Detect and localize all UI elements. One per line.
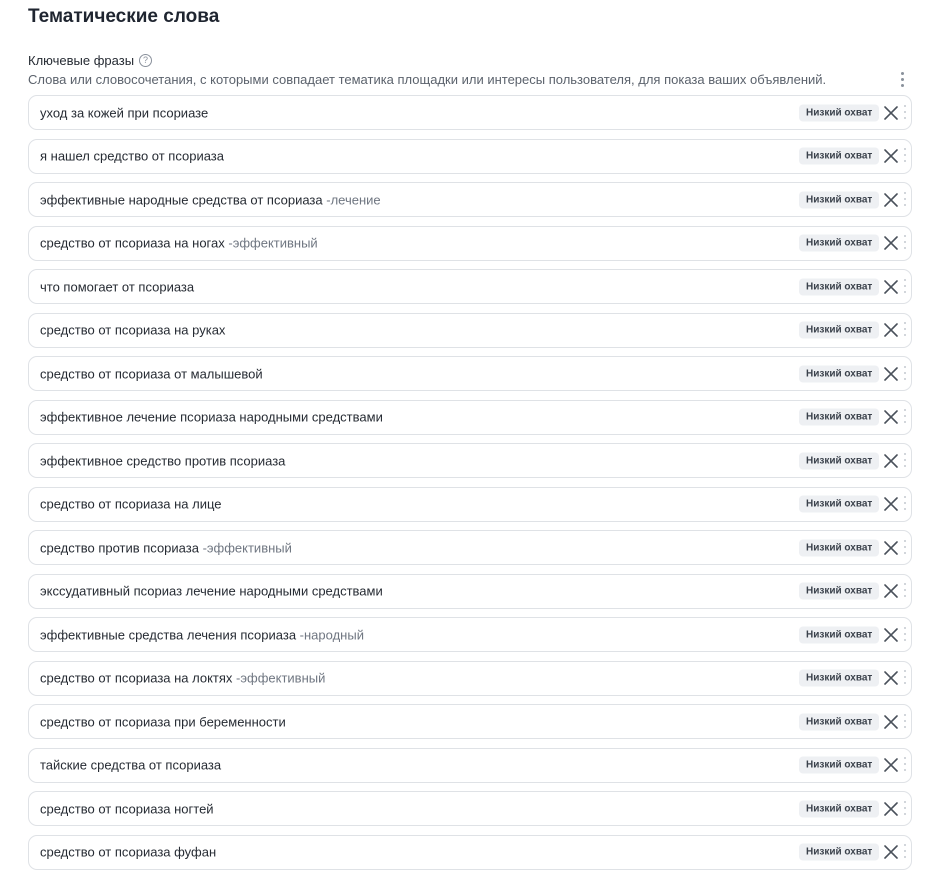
- reach-badge: Низкий охват: [799, 670, 879, 687]
- keyword-row[interactable]: [28, 574, 912, 609]
- keyword-text: что помогает от псориаза: [40, 279, 195, 294]
- keyword-phrase[interactable]: [40, 149, 224, 164]
- field-description: Слова или словосочетания, с которыми совпадает тематика площадки или интересы пользователя, для показа ваших объявлений.: [28, 72, 827, 87]
- drag-handle-icon[interactable]: [902, 844, 907, 860]
- drag-handle-icon[interactable]: [902, 409, 907, 425]
- drag-handle-icon[interactable]: [902, 322, 907, 338]
- drag-handle-icon[interactable]: [902, 670, 907, 686]
- keyword-row[interactable]: [28, 95, 912, 130]
- negative-keyword: -эффективный: [228, 235, 318, 251]
- keyword-row[interactable]: [28, 182, 912, 217]
- help-icon[interactable]: ?: [139, 54, 152, 67]
- keyword-text: средство от псориаза на локтях: [40, 670, 237, 686]
- keyword-phrase[interactable]: [40, 584, 383, 599]
- drag-handle-icon[interactable]: [902, 540, 907, 556]
- keyword-phrase[interactable]: [40, 845, 216, 860]
- reach-badge: Низкий охват: [799, 626, 879, 643]
- keyword-text: тайские средства от псориаза: [40, 757, 222, 773]
- keyword-text: эффективные средства лечения псориаза: [40, 627, 300, 642]
- drag-handle-icon[interactable]: [902, 235, 907, 251]
- close-icon[interactable]: [884, 236, 898, 250]
- keyword-text: эффективное лечение псориаза народными средствами: [40, 409, 383, 425]
- close-icon[interactable]: [884, 715, 898, 729]
- negative-keyword: -эффективный: [236, 670, 326, 686]
- close-icon[interactable]: [884, 106, 898, 120]
- reach-badge: Низкий охват: [799, 844, 879, 861]
- keyword-text: средство против псориаза: [40, 540, 203, 555]
- reach-badge: Низкий охват: [799, 452, 879, 469]
- keyword-phrase[interactable]: [40, 105, 208, 120]
- keyword-row[interactable]: [28, 617, 912, 652]
- keyword-phrase[interactable]: [40, 453, 285, 468]
- close-icon[interactable]: [884, 584, 898, 598]
- keyword-phrase[interactable]: [40, 410, 383, 425]
- keyword-row[interactable]: [28, 356, 912, 391]
- negative-keyword: -народный: [299, 627, 364, 642]
- keyword-phrase[interactable]: [40, 758, 221, 773]
- keyword-text: уход за кожей при псориазе: [40, 105, 209, 120]
- keyword-text: я нашел средство от псориаза: [40, 148, 224, 164]
- close-icon[interactable]: [884, 193, 898, 207]
- keyword-text: средство от псориаза при беременности: [40, 714, 286, 729]
- close-icon[interactable]: [884, 802, 898, 816]
- keyword-row[interactable]: [28, 704, 912, 739]
- drag-handle-icon[interactable]: [902, 496, 907, 512]
- keyword-row[interactable]: [28, 400, 912, 435]
- close-icon[interactable]: [884, 280, 898, 294]
- reach-badge: Низкий охват: [799, 148, 879, 165]
- keyword-row[interactable]: [28, 835, 912, 870]
- keyword-text: средство от псориаза на ногах: [40, 235, 229, 251]
- drag-handle-icon[interactable]: [902, 757, 907, 773]
- close-icon[interactable]: [884, 497, 898, 511]
- keyword-phrase[interactable]: [40, 236, 318, 251]
- keyword-phrase[interactable]: [40, 801, 214, 816]
- keyword-phrase[interactable]: [40, 366, 263, 381]
- keyword-row[interactable]: [28, 661, 912, 696]
- reach-badge: Низкий охват: [799, 365, 879, 382]
- reach-badge: Низкий охват: [799, 322, 879, 339]
- drag-handle-icon[interactable]: [902, 366, 907, 382]
- close-icon[interactable]: [884, 845, 898, 859]
- drag-handle-icon[interactable]: [902, 105, 907, 121]
- keyword-text: экссудативный псориаз лечение народными средствами: [40, 583, 383, 599]
- keyword-list: [28, 95, 912, 878]
- reach-badge: Низкий охват: [799, 583, 879, 600]
- drag-handle-icon[interactable]: [902, 583, 907, 599]
- close-icon[interactable]: [884, 323, 898, 337]
- negative-keyword: -эффективный: [202, 540, 292, 555]
- keyword-row[interactable]: [28, 226, 912, 261]
- close-icon[interactable]: [884, 541, 898, 555]
- keyword-phrase[interactable]: [40, 497, 222, 512]
- close-icon[interactable]: [884, 671, 898, 685]
- reach-badge: Низкий охват: [799, 800, 879, 817]
- reach-badge: Низкий охват: [799, 191, 879, 208]
- drag-handle-icon[interactable]: [902, 453, 907, 469]
- keyword-text: средство от псориаза фуфан: [40, 844, 217, 860]
- reach-badge: Низкий охват: [799, 713, 879, 730]
- close-icon[interactable]: [884, 149, 898, 163]
- keyword-row[interactable]: [28, 791, 912, 826]
- drag-handle-icon[interactable]: [902, 192, 907, 208]
- keyword-phrase[interactable]: [40, 714, 286, 729]
- close-icon[interactable]: [884, 410, 898, 424]
- drag-handle-icon[interactable]: [902, 627, 907, 643]
- reach-badge: Низкий охват: [799, 496, 879, 513]
- reach-badge: Низкий охват: [799, 104, 879, 121]
- keyword-phrase[interactable]: [40, 279, 194, 294]
- keyword-row[interactable]: [28, 748, 912, 783]
- keyword-phrase[interactable]: [40, 540, 292, 555]
- keyword-row[interactable]: [28, 313, 912, 348]
- drag-handle-icon[interactable]: [902, 279, 907, 295]
- keyword-phrase[interactable]: [40, 323, 225, 338]
- keyword-phrase[interactable]: [40, 671, 325, 686]
- field-label-row: [28, 53, 152, 68]
- keyword-row[interactable]: [28, 443, 912, 478]
- reach-badge: Низкий охват: [799, 757, 879, 774]
- reach-badge: Низкий охват: [799, 409, 879, 426]
- reach-badge: Низкий охват: [799, 539, 879, 556]
- keyword-text: эффективные народные средства от псориаза: [40, 192, 327, 207]
- drag-handle-icon[interactable]: [902, 148, 907, 164]
- keyword-text: средство от псориаза от малышевой: [40, 366, 263, 381]
- keyword-text: эффективное средство против псориаза: [40, 453, 286, 468]
- keyword-text: средство от псориаза на руках: [40, 322, 226, 338]
- keyword-phrase[interactable]: [40, 192, 381, 207]
- keyword-row[interactable]: [28, 530, 912, 565]
- close-icon[interactable]: [884, 454, 898, 468]
- section-title: Тематические слова: [28, 6, 220, 27]
- keyword-phrase[interactable]: [40, 627, 364, 642]
- drag-handle-icon[interactable]: [902, 801, 907, 817]
- close-icon[interactable]: [884, 367, 898, 381]
- close-icon[interactable]: [884, 628, 898, 642]
- drag-handle-icon[interactable]: [902, 714, 907, 730]
- keyword-row[interactable]: [28, 487, 912, 522]
- more-options-icon[interactable]: [897, 72, 907, 90]
- keyword-text: средство от псориаза на лице: [40, 496, 222, 512]
- reach-badge: Низкий охват: [799, 235, 879, 252]
- keyword-row[interactable]: [28, 139, 912, 174]
- field-label: Ключевые фразы: [28, 53, 135, 68]
- keyword-row[interactable]: [28, 269, 912, 304]
- negative-keyword: -лечение: [326, 192, 381, 207]
- reach-badge: Низкий охват: [799, 278, 879, 295]
- close-icon[interactable]: [884, 758, 898, 772]
- keyword-text: средство от псориаза ногтей: [40, 801, 214, 816]
